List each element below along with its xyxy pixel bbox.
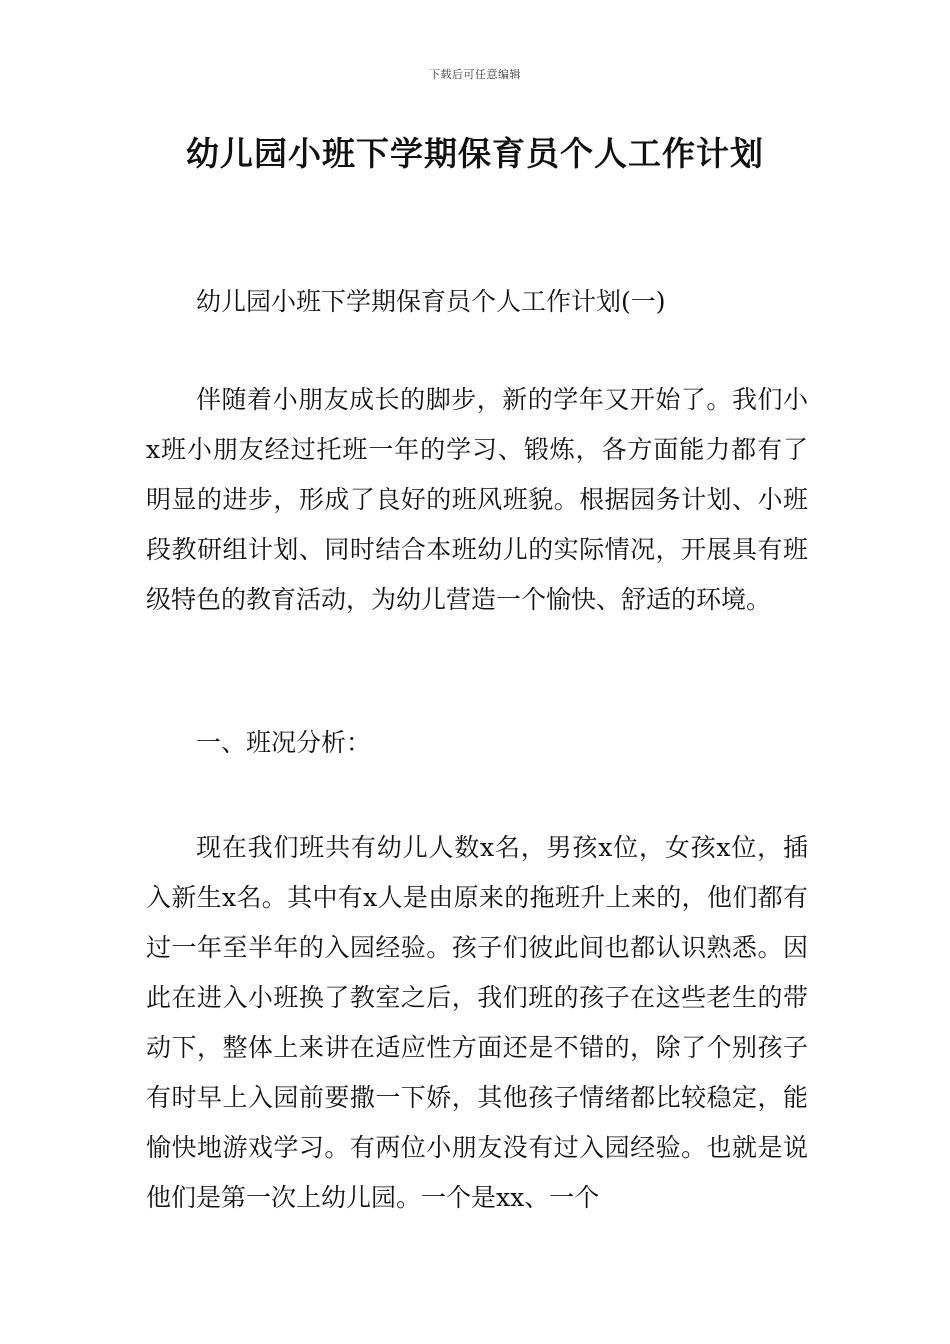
document-subtitle: 幼儿园小班下学期保育员个人工作计划(一) bbox=[196, 287, 666, 316]
section-heading-class-analysis: 一、班况分析： bbox=[196, 728, 372, 757]
paragraph-intro: 伴随着小朋友成长的脚步，新的学年又开始了。我们小x班小朋友经过托班一年的学习、锻炼，各方面能力都有了明显的进步，形成了良好的班风班貌。根据园务计划、小班段教研组计划、同时结合本班幼儿的实际情况，开展具有班级特色的教育活动，为幼儿营造一个愉快、舒适的环境。 bbox=[146, 385, 808, 614]
paragraph-class-analysis: 现在我们班共有幼儿人数x名，男孩x位，女孩x位，插入新生x名。其中有x人是由原来的拖班升上来的，他们都有过一年至半年的入园经验。孩子们彼此间也都认识熟悉。因此在进入小班换了教室之后，我们班的孩子在这些老生的带动下，整体上来讲在适应性方面还是不错的，除了个别孩子有时早上入园前要撒一下娇，其他孩子情绪都比较稳定，能愉快地游戏学习。有两位小朋友没有过入园经验。也就是说他们是第一次上幼儿园。一个是xx、一个 bbox=[146, 833, 808, 1212]
header-note: 下载后可任意编辑 bbox=[429, 68, 521, 81]
document-title: 幼儿园小班下学期保育员个人工作计划 bbox=[186, 134, 764, 173]
